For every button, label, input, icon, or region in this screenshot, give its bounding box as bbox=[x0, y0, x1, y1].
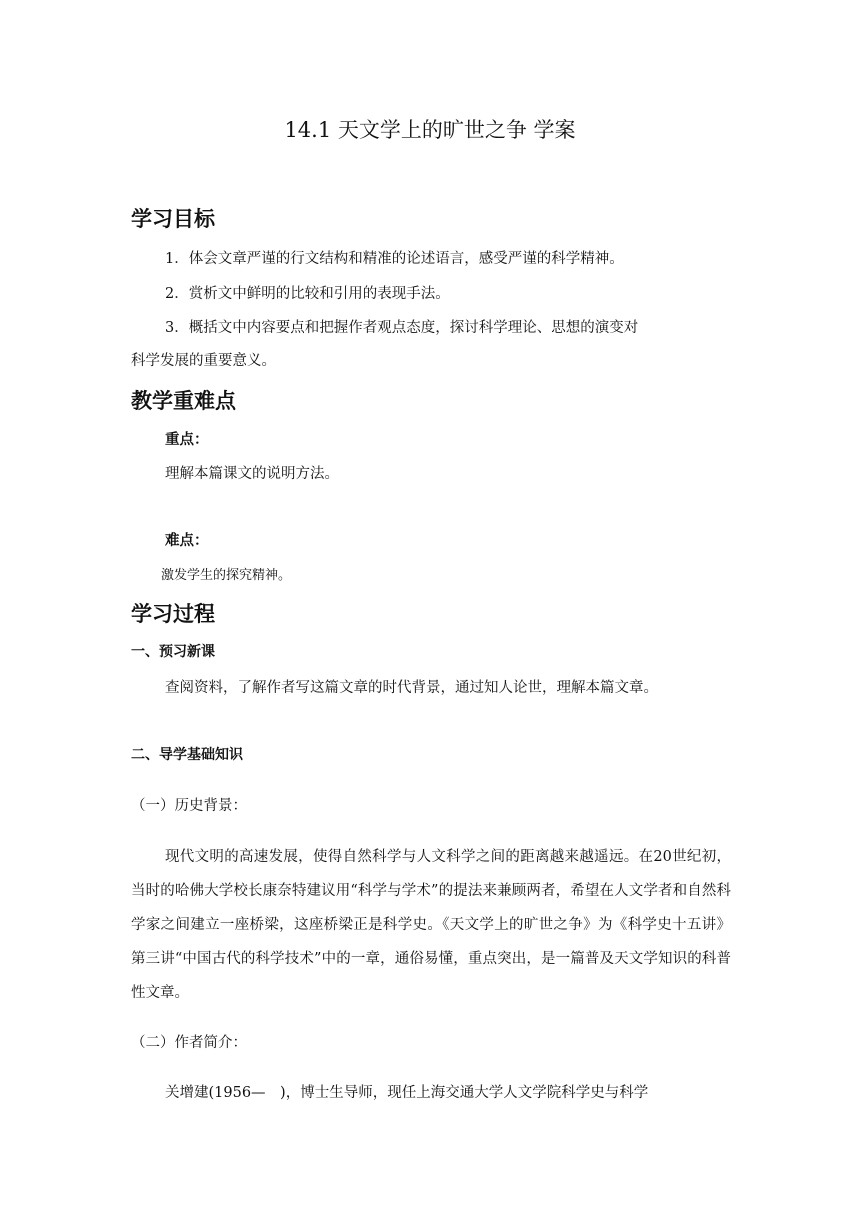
keypoints-heading: 教学重难点 bbox=[131, 388, 236, 413]
focus-label: 重点： bbox=[165, 431, 209, 448]
goals-heading: 学习目标 bbox=[131, 206, 215, 231]
sub1-heading: （一）历史背景： bbox=[131, 798, 247, 814]
sub2-text: 关增建(1956— )，博士生导师，现任上海交通大学人文学院科学史与科学 bbox=[165, 1085, 649, 1101]
sub2-heading: （二）作者简介： bbox=[131, 1035, 247, 1051]
process-heading: 学习过程 bbox=[131, 601, 215, 626]
goal-item-3: 3．概括文中内容要点和把握作者观点态度，探讨科学理论、思想的演变对 bbox=[165, 320, 639, 336]
sub1-paragraph: 现代文明的高速发展，使得自然科学与人文科学之间的距离越来越遥远。在20世纪初，当时的哈佛大学校长康奈特建议用“科学与学术”的提法来兼顾两者，希望在人文学者和自然科学家之间建立一座桥梁，这座桥梁正是科学史。《天文学上的旷世之争》为《科学史十五讲》第三讲“中国古代的科学技术”中的一章，通俗易懂，重点突出，是一篇普及天文学知识的科普性文章。 bbox=[131, 849, 731, 1001]
difficulty-text: 激发学生的探究精神。 bbox=[161, 568, 292, 583]
focus-text: 理解本篇课文的说明方法。 bbox=[165, 466, 339, 482]
difficulty-label: 难点： bbox=[165, 532, 209, 549]
goal-item-3-continued: 科学发展的重要意义。 bbox=[131, 353, 276, 369]
part1-heading: 一、预习新课 bbox=[131, 644, 215, 660]
document-title: 14.1 天文学上的旷世之争 学案 bbox=[284, 118, 576, 142]
part2-heading: 二、导学基础知识 bbox=[131, 747, 243, 763]
part1-text: 查阅资料，了解作者写这篇文章的时代背景，通过知人论世，理解本篇文章。 bbox=[165, 680, 658, 696]
goal-item-1: 1．体会文章严谨的行文结构和精准的论述语言，感受严谨的科学精神。 bbox=[165, 251, 624, 267]
goal-item-2: 2．赏析文中鲜明的比较和引用的表现手法。 bbox=[165, 286, 450, 302]
